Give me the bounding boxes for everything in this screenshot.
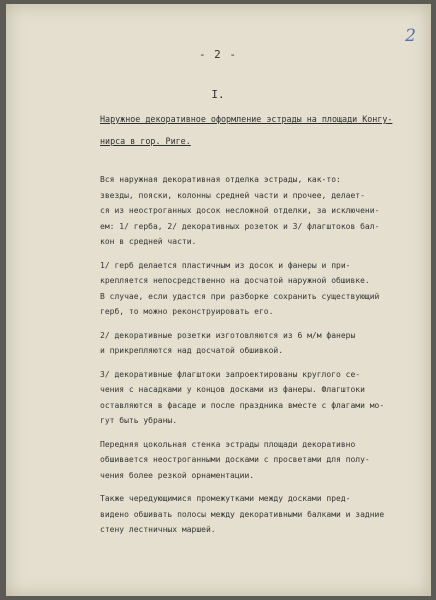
- paragraph: [100, 172, 416, 250]
- section-number: I.: [211, 88, 225, 101]
- page-number: - 2 -: [198, 48, 238, 61]
- text-line: обшивается неостроганными досками с просветами для полу-: [100, 455, 370, 464]
- text-line: 3/ декоративные флагштоки запроектированы круглого се-: [100, 369, 361, 379]
- body-text: [100, 172, 416, 538]
- text-line: 2/ декоративные розетки изготовляются из 6 м/м фанеры: [100, 330, 356, 340]
- text-line: Передняя цокольная стенка эстрады площади декоративно: [100, 439, 356, 449]
- text-line: звезды, пояски, колонны средней части и прочее, делает-: [100, 190, 365, 200]
- paragraph: [100, 491, 416, 538]
- text-line: крепляется непосредственно на досчатой наружной обшивке.: [100, 276, 370, 285]
- text-line: и прикрепляются над досчатой обшивкой.: [100, 346, 284, 355]
- text-line: оставляются в фасаде и после праздника вместе с флагами мо-: [100, 400, 385, 410]
- text-line: В случае, если удастся при разборке сохранить существующий: [100, 291, 380, 301]
- section-title: [100, 108, 400, 152]
- text-line: 1/ герб делается пластичным из досок и фанеры и при-: [100, 260, 351, 270]
- text-line: кон в средней части.: [100, 237, 197, 246]
- text-line: чения более резкой орнаментации.: [100, 470, 255, 480]
- paragraph: [100, 328, 416, 359]
- paragraph: [100, 437, 416, 484]
- text-line: герб, то можно реконструировать его.: [100, 307, 274, 316]
- text-line: стену лестничных маршей.: [100, 525, 216, 534]
- text-line: Также чередующимися промежутками между досками пред-: [100, 494, 351, 503]
- title-line: нирса в гор. Риге.: [100, 136, 191, 146]
- text-line: видено обшивать полосы между декоративными балками и задние: [100, 509, 385, 519]
- paragraph: [100, 258, 416, 320]
- text-line: Вся наружная декоративная отделка эстрады, как-то:: [100, 175, 341, 184]
- title-line: Наружное декоративное оформление эстрады на площади Конгу-: [100, 114, 393, 124]
- text-line: гут быть убраны.: [100, 416, 178, 425]
- folio-number: 2: [405, 26, 416, 46]
- text-line: чения с насадками у концов досками из фанеры. Флагштоки: [100, 385, 365, 394]
- text-line: ем: 1/ герба, 2/ декоративных розеток и 3/ флагштоков бал-: [100, 221, 380, 231]
- text-line: ся из неостроганных досок несложной отделки, за исключени-: [100, 206, 380, 215]
- document-page: [6, 4, 431, 596]
- paragraph: [100, 367, 416, 429]
